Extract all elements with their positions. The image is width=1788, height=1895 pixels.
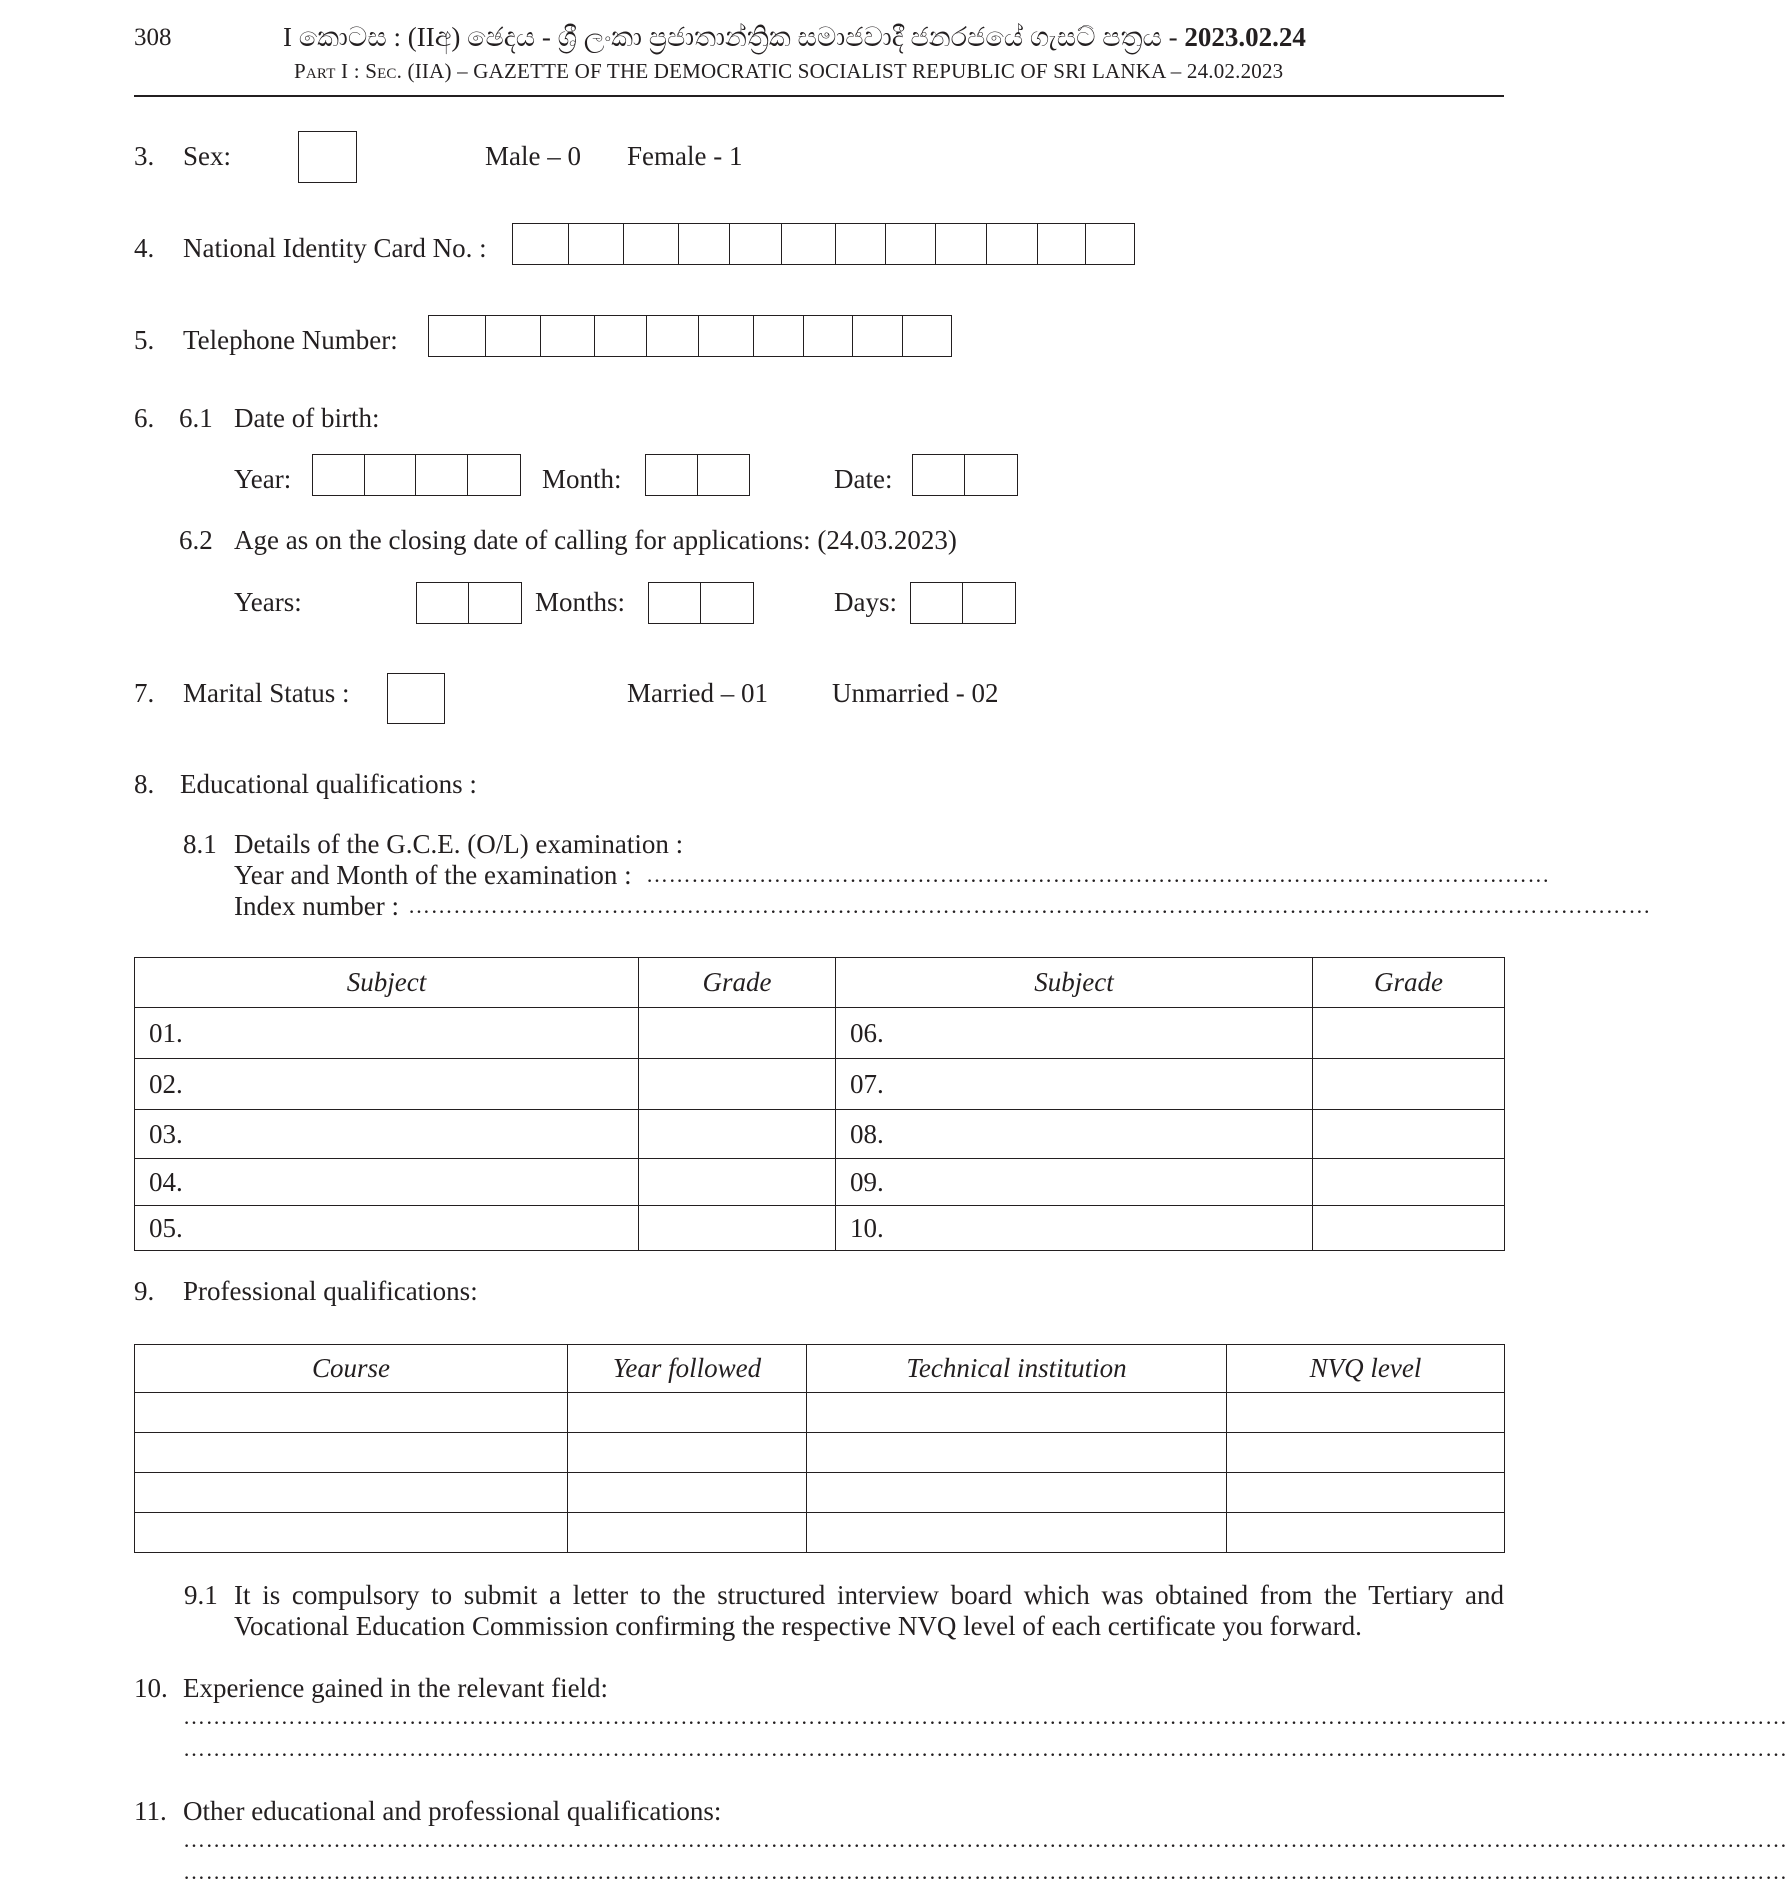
table-row: [135, 1513, 1505, 1553]
course-cell[interactable]: [135, 1393, 568, 1433]
table-row: [135, 1433, 1505, 1473]
grade-cell[interactable]: [639, 1059, 836, 1110]
dob-date-boxes[interactable]: [912, 454, 1018, 496]
marital-option-unmarried: Unmarried - 02: [832, 678, 999, 708]
table-header-row: [135, 958, 1505, 1008]
grade-cell[interactable]: [1313, 1008, 1505, 1059]
table-header-nvq-level: NVQ level: [1227, 1345, 1505, 1393]
subject-cell[interactable]: 02.: [135, 1059, 639, 1110]
age-months-boxes[interactable]: [648, 582, 754, 624]
professional-qualifications-table: [134, 1344, 1505, 1553]
dob-year-digit-box[interactable]: [313, 455, 365, 495]
q6-2-number: 6.2: [179, 525, 213, 555]
telephone-digit-box[interactable]: [804, 316, 854, 356]
header-sinhala-title: I කොටස : (IIඅ) ඡෙදය - ශ්‍රී ලංකා ප්‍රජාතාන්ත්‍රික සමාජවාදී ජනරජයේ ගැසට් පත්‍රය - 2023.02.24: [283, 22, 1306, 52]
telephone-digit-box[interactable]: [903, 316, 951, 356]
nic-digit-box[interactable]: [987, 224, 1038, 264]
age-years-boxes[interactable]: [416, 582, 522, 624]
age-years-digit-box[interactable]: [469, 583, 521, 623]
subject-cell[interactable]: 01.: [135, 1008, 639, 1059]
age-days-boxes[interactable]: [910, 582, 1016, 624]
dob-month-boxes[interactable]: [645, 454, 750, 496]
table-row: [135, 1393, 1505, 1433]
q10-label: Experience gained in the relevant field:: [183, 1673, 609, 1703]
q10-number: 10.: [134, 1673, 168, 1703]
telephone-digit-box[interactable]: [754, 316, 804, 356]
dob-month-label: Month:: [542, 464, 622, 494]
nvq-level-cell[interactable]: [1227, 1473, 1505, 1513]
grade-cell[interactable]: [639, 1206, 836, 1251]
nvq-note-text: It is compulsory to submit a letter to the structured interview board which was obtained from the Tertiary and Vocational Education Commission confirming the respective NVQ level of each certificate you forward.: [234, 1580, 1504, 1641]
dob-year-digit-box[interactable]: [416, 455, 468, 495]
dob-year-digit-box[interactable]: [468, 455, 520, 495]
header-rest: (IIA) – GAZETTE OF THE DEMOCRATIC SOCIALIST REPUBLIC OF SRI LANKA – 24.02.2023: [407, 59, 1284, 83]
course-cell[interactable]: [135, 1513, 568, 1553]
ol-results-table: [134, 957, 1505, 1251]
header-rule: [134, 95, 1504, 97]
header-sinhala-text: I කොටස : (IIඅ) ඡෙදය - ශ්‍රී ලංකා ප්‍රජාතාන්ත්‍රික සමාජවාදී ජනරජයේ ගැසට් පත්‍රය: [283, 22, 1162, 52]
nic-digit-box[interactable]: [886, 224, 936, 264]
q11-label: Other educational and professional qualifications:: [183, 1796, 722, 1826]
dob-date-digit-box[interactable]: [965, 455, 1017, 495]
age-years-digit-box[interactable]: [417, 583, 469, 623]
nic-digit-box[interactable]: [1086, 224, 1134, 264]
experience-field-line[interactable]: ……………………………………………………………………………………………………………………………………………………………………………………………: [183, 1704, 1788, 1729]
table-header-course: Course: [135, 1345, 568, 1393]
table-row: [135, 1206, 1505, 1251]
telephone-digit-box[interactable]: [486, 316, 541, 356]
header-part-num: I :: [341, 59, 360, 83]
age-months-label: Months:: [535, 587, 626, 617]
table-header-year-followed: Year followed: [568, 1345, 807, 1393]
table-header-row: [135, 1345, 1505, 1393]
age-months-digit-box[interactable]: [701, 583, 753, 623]
telephone-digit-box[interactable]: [853, 316, 903, 356]
year-followed-cell[interactable]: [568, 1393, 807, 1433]
q4-label: National Identity Card No. :: [183, 233, 487, 263]
table-header-grade: Grade: [1313, 958, 1505, 1008]
telephone-digit-box[interactable]: [647, 316, 699, 356]
dob-year-label: Year:: [234, 464, 292, 494]
header-english-title: [294, 59, 1283, 84]
other-qualifications-field-line[interactable]: ……………………………………………………………………………………………………………………………………………………………………………………………: [183, 1827, 1788, 1852]
nvq-note-paragraph: [184, 1580, 1504, 1642]
subject-cell[interactable]: 07.: [836, 1059, 1313, 1110]
nic-digit-box[interactable]: [730, 224, 782, 264]
dob-month-digit-box[interactable]: [646, 455, 698, 495]
table-header-technical-institution: Technical institution: [807, 1345, 1227, 1393]
nic-digit-box[interactable]: [836, 224, 886, 264]
grade-cell[interactable]: [639, 1008, 836, 1059]
marital-status-input-box[interactable]: [387, 673, 445, 724]
dob-month-digit-box[interactable]: [698, 455, 749, 495]
nic-digit-box[interactable]: [513, 224, 569, 264]
header-sinhala-date: 2023.02.24: [1184, 22, 1306, 52]
subject-cell[interactable]: 10.: [836, 1206, 1313, 1251]
subject-cell[interactable]: 08.: [836, 1110, 1313, 1159]
q8-number: 8.: [134, 769, 155, 799]
q5-number: 5.: [134, 325, 155, 355]
dob-year-digit-box[interactable]: [365, 455, 417, 495]
dob-label: Date of birth:: [234, 403, 380, 433]
nvq-level-cell[interactable]: [1227, 1393, 1505, 1433]
nic-digit-box[interactable]: [624, 224, 679, 264]
q7-label: Marital Status :: [183, 678, 350, 708]
table-header-subject: Subject: [836, 958, 1313, 1008]
sex-option-female: Female - 1: [627, 141, 743, 171]
nvq-level-cell[interactable]: [1227, 1513, 1505, 1553]
telephone-digit-box[interactable]: [429, 316, 486, 356]
q9-label: Professional qualifications:: [183, 1276, 478, 1306]
age-years-label: Years:: [234, 587, 302, 617]
table-row: [135, 1473, 1505, 1513]
q4-number: 4.: [134, 233, 155, 263]
q9-number: 9.: [134, 1276, 155, 1306]
subject-cell[interactable]: 09.: [836, 1159, 1313, 1206]
course-cell[interactable]: [135, 1473, 568, 1513]
q3-number: 3.: [134, 141, 155, 171]
nic-number-boxes[interactable]: [512, 223, 1135, 265]
nic-digit-box[interactable]: [782, 224, 837, 264]
other-qualifications-field-line[interactable]: ……………………………………………………………………………………………………………………………………………………………………………………………: [183, 1859, 1788, 1884]
nic-digit-box[interactable]: [1038, 224, 1086, 264]
age-days-label: Days:: [834, 587, 897, 617]
age-days-digit-box[interactable]: [911, 583, 963, 623]
dob-date-label: Date:: [834, 464, 893, 494]
telephone-digit-box[interactable]: [699, 316, 754, 356]
age-days-digit-box[interactable]: [963, 583, 1015, 623]
ol-year-month-label: Year and Month of the examination :: [234, 860, 632, 890]
q6-number: 6.: [134, 403, 155, 433]
subject-cell[interactable]: 04.: [135, 1159, 639, 1206]
grade-cell[interactable]: [1313, 1059, 1505, 1110]
sex-input-box[interactable]: [298, 131, 357, 183]
age-label: Age as on the closing date of calling for applications: (24.03.2023): [234, 525, 957, 555]
ol-index-label: Index number :: [234, 891, 399, 921]
table-header-grade: Grade: [639, 958, 836, 1008]
experience-field-line[interactable]: ……………………………………………………………………………………………………………………………………………………………………………………………: [183, 1736, 1788, 1761]
q5-label: Telephone Number:: [183, 325, 398, 355]
technical-institution-cell[interactable]: [807, 1433, 1227, 1473]
nic-digit-box[interactable]: [679, 224, 730, 264]
dob-date-digit-box[interactable]: [913, 455, 965, 495]
sex-option-male: Male – 0: [485, 141, 581, 171]
table-row: [135, 1110, 1505, 1159]
year-followed-cell[interactable]: [568, 1433, 807, 1473]
q7-number: 7.: [134, 678, 155, 708]
subject-cell[interactable]: 03.: [135, 1110, 639, 1159]
telephone-number-boxes[interactable]: [428, 315, 952, 357]
ol-details-label: Details of the G.C.E. (O/L) examination :: [234, 829, 684, 859]
header-part: Part: [294, 59, 336, 83]
dob-year-boxes[interactable]: [312, 454, 521, 496]
ol-index-field[interactable]: …………………………………………………………………………………………………………………………………………………: [408, 893, 1651, 918]
year-followed-cell[interactable]: [568, 1513, 807, 1553]
technical-institution-cell[interactable]: [807, 1513, 1227, 1553]
marital-option-married: Married – 01: [627, 678, 768, 708]
table-header-subject: Subject: [135, 958, 639, 1008]
telephone-digit-box[interactable]: [595, 316, 647, 356]
table-row: [135, 1008, 1505, 1059]
technical-institution-cell[interactable]: [807, 1393, 1227, 1433]
q9-1-number: 9.1: [184, 1580, 218, 1610]
age-months-digit-box[interactable]: [649, 583, 701, 623]
subject-cell[interactable]: 05.: [135, 1206, 639, 1251]
q6-1-number: 6.1: [179, 403, 213, 433]
course-cell[interactable]: [135, 1433, 568, 1473]
technical-institution-cell[interactable]: [807, 1473, 1227, 1513]
grade-cell[interactable]: [639, 1159, 836, 1206]
q8-label: Educational qualifications :: [180, 769, 477, 799]
grade-cell[interactable]: [1313, 1110, 1505, 1159]
year-followed-cell[interactable]: [568, 1473, 807, 1513]
q8-1-number: 8.1: [183, 829, 217, 859]
grade-cell[interactable]: [1313, 1159, 1505, 1206]
table-row: [135, 1059, 1505, 1110]
nic-digit-box[interactable]: [569, 224, 624, 264]
table-row: [135, 1159, 1505, 1206]
q3-label: Sex:: [183, 141, 232, 171]
nic-digit-box[interactable]: [936, 224, 987, 264]
subject-cell[interactable]: 06.: [836, 1008, 1313, 1059]
grade-cell[interactable]: [1313, 1206, 1505, 1251]
ol-year-month-field[interactable]: …………………………………………………………………………………………………………: [646, 862, 1550, 887]
page-number: 308: [134, 24, 172, 51]
header-sec: Sec.: [365, 59, 403, 83]
q11-number: 11.: [134, 1796, 167, 1826]
nvq-level-cell[interactable]: [1227, 1433, 1505, 1473]
telephone-digit-box[interactable]: [541, 316, 596, 356]
grade-cell[interactable]: [639, 1110, 836, 1159]
